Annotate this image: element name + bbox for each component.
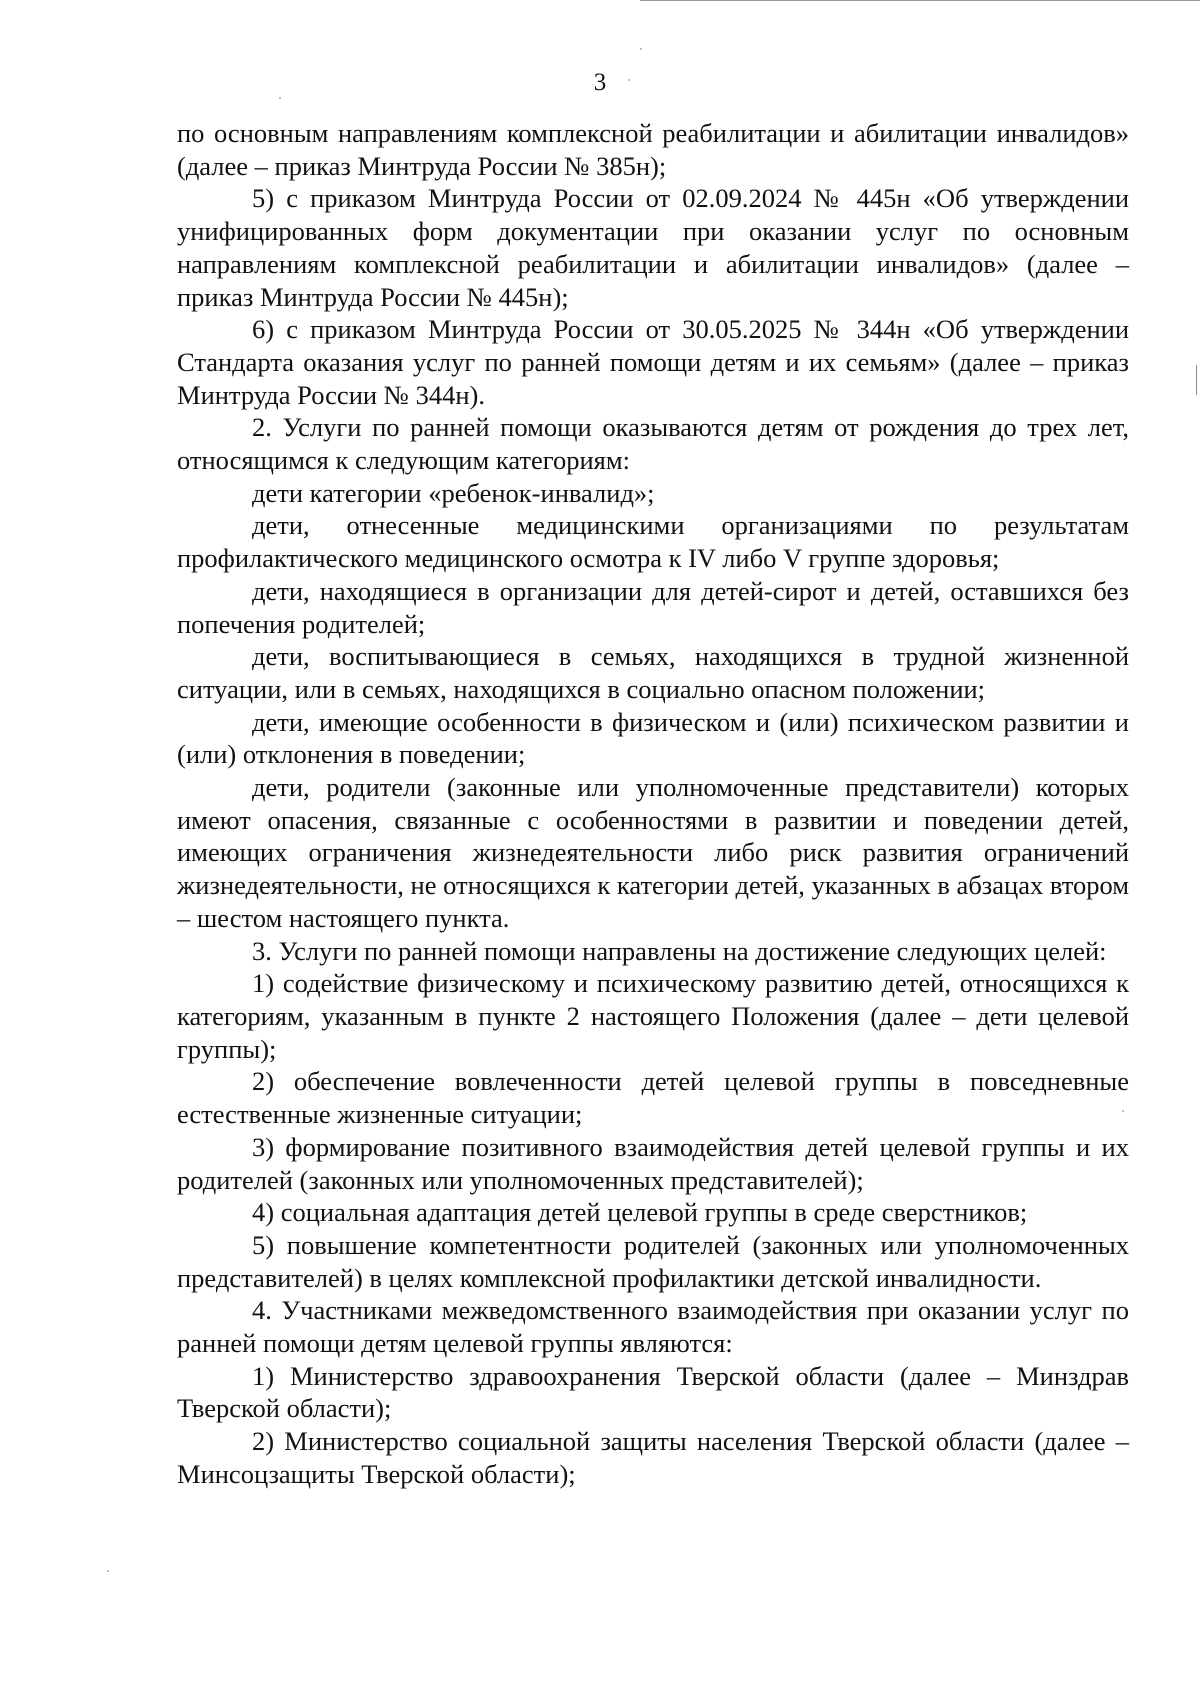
paragraph-section-3: 3. Услуги по ранней помощи направлены на достижение следующих целей: [252, 935, 1107, 966]
paragraph-category-4: дети, воспитывающиеся в семьях, находящихся в трудной жизненной ситуации, или в семьях, находящихся в социально опасном положении; [177, 641, 1129, 704]
scan-speck [640, 48, 642, 50]
paragraph-participant-2: 2) Министерство социальной защиты населения Тверской области (далее – Минсоцзащиты Тверской области); [177, 1426, 1129, 1489]
paragraph-section-2: 2. Услуги по ранней помощи оказываются детям от рождения до трех лет, относящимся к следующим категориям: [177, 412, 1129, 476]
document-body [177, 117, 1129, 1491]
scan-edge-mark [1196, 365, 1197, 395]
page-number: 3 [593, 69, 607, 96]
paragraph-category-5: дети, имеющие особенности в физическом и (или) психическом развитии и (или) отклонения в поведении; [177, 706, 1129, 770]
paragraph-goal-2: 2) обеспечение вовлеченности детей целевой группы в повседневные естественные жизненные ситуации; [177, 1066, 1129, 1130]
paragraph-goal-3: 3) формирование позитивного взаимодействия детей целевой группы и их родителей (законных или уполномоченных представителей); [177, 1131, 1129, 1195]
paragraph-category-1: дети категории «ребенок-инвалид»; [252, 477, 655, 508]
paragraph-item-5: 5) с приказом Минтруда России от 02.09.2024 № 445н «Об утверждении унифицированных форм документации при оказании услуг по основным направлениям комплексной реабилитации и абилитации инвалидов» (далее – приказ Минтруда России № 445н); [177, 183, 1129, 312]
paragraph-category-2: дети, отнесенные медицинскими организациями по результатам профилактического медицинского осмотра к IV либо V группе здоровья; [177, 510, 1129, 574]
paragraph-goal-4: 4) социальная адаптация детей целевой группы в среде сверстников; [252, 1197, 1028, 1228]
paragraph-section-4: 4. Участниками межведомственного взаимодействия при оказании услуг по ранней помощи детям целевой группы являются: [177, 1295, 1129, 1359]
paragraph-continuation: по основным направлениям комплексной реабилитации и абилитации инвалидов» (далее – приказ Минтруда России № 385н); [177, 118, 1129, 181]
scan-speck [107, 1570, 109, 1572]
paragraph-participant-1: 1) Министерство здравоохранения Тверской области (далее – Минздрав Тверской области); [177, 1360, 1129, 1424]
paragraph-category-6: дети, родители (законные или уполномоченные представители) которых имеют опасения, связанные с особенностями в развитии и поведении детей, имеющих ограничения жизнедеятельности либо риск развития ограничений жизнедеятельности, не относящихся к категории детей, указанных в абзацах втором – шестом настоящего пункта. [177, 772, 1129, 933]
paragraph-goal-5: 5) повышение компетентности родителей (законных или уполномоченных представителей) в целях комплексной профилактики детской инвалидности. [177, 1229, 1129, 1293]
scan-edge-line [640, 0, 1200, 1]
paragraph-category-3: дети, находящиеся в организации для детей-сирот и детей, оставшихся без попечения родителей; [177, 575, 1129, 639]
paragraph-goal-1: 1) содействие физическому и психическому развитию детей, относящихся к категориям, указанным в пункте 2 настоящего Положения (далее – дети целевой группы); [177, 968, 1129, 1064]
paragraph-item-6: 6) с приказом Минтруда России от 30.05.2025 № 344н «Об утверждении Стандарта оказания услуг по ранней помощи детям и их семьям» (далее – приказ Минтруда России № 344н). [177, 314, 1129, 410]
